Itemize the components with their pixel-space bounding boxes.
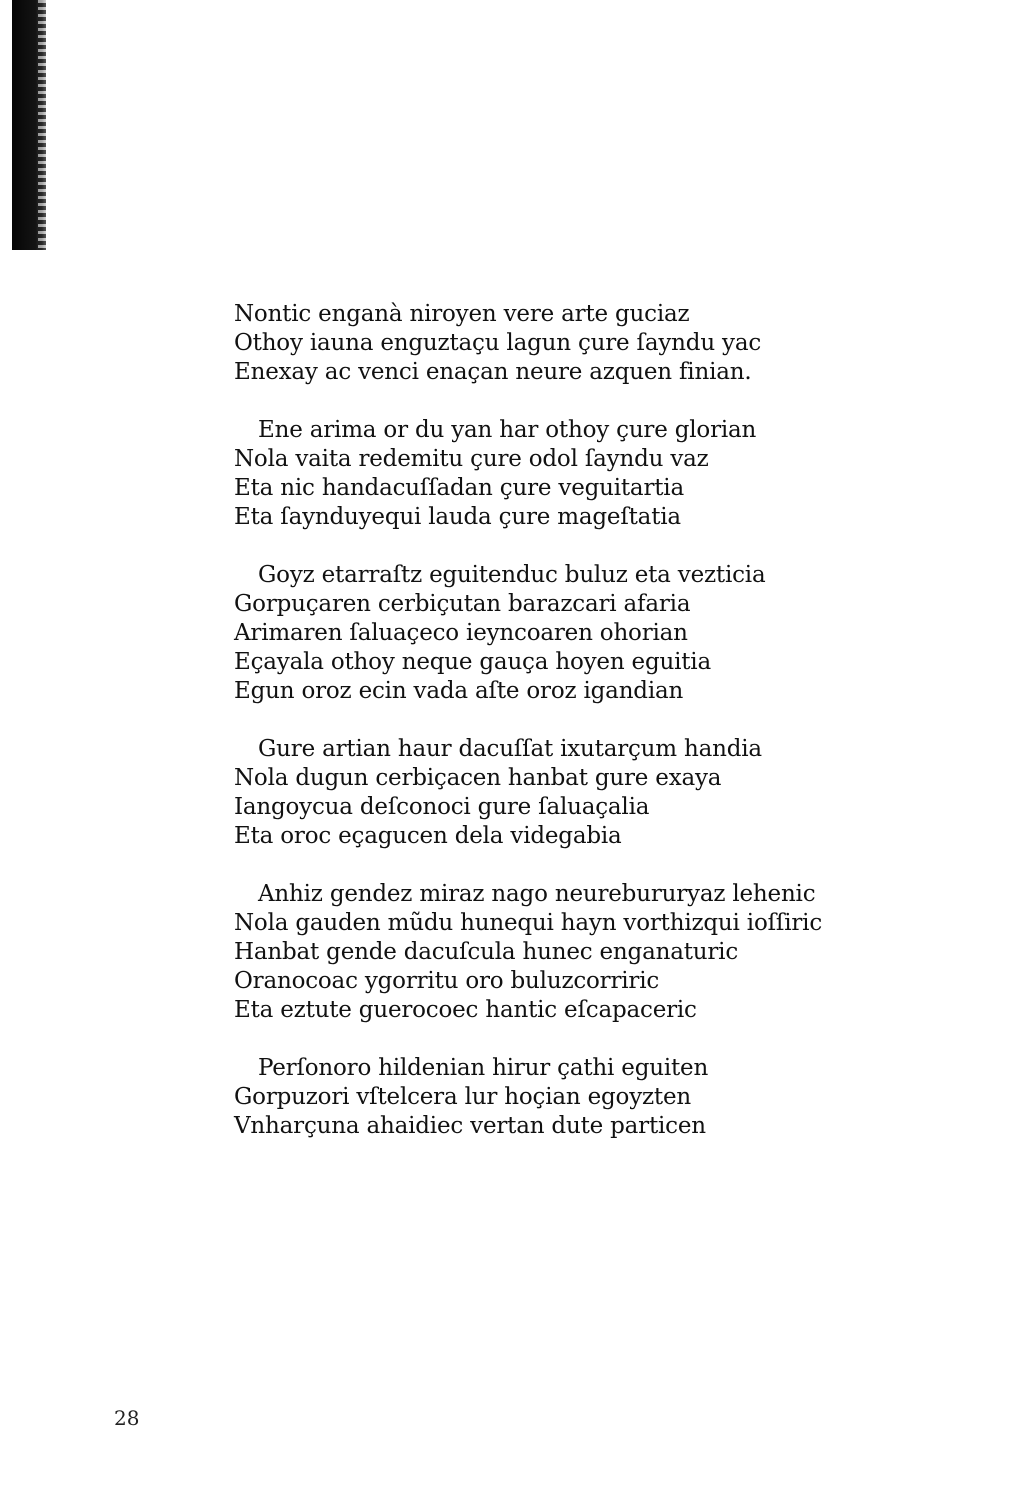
poem-line: Vnharçuna ahaidiec vertan dute particen <box>234 1113 706 1139</box>
poem-line: Nola dugun cerbiçacen hanbat gure exaya <box>234 765 722 791</box>
poem-line: Nola gauden mũdu hunequi hayn vorthizqui ioſſiric <box>234 910 823 936</box>
stanza-1 <box>234 300 834 387</box>
poem-line: Egun oroz ecin vada aſte oroz igandian <box>234 678 684 704</box>
poem-line: Arimaren ſaluaçeco ieyncoaren ohorian <box>234 620 688 646</box>
poem-line: Anhiz gendez miraz nago neurebururyaz lehenic <box>258 881 816 907</box>
poem-line: Gorpuçaren cerbiçutan barazcari afaria <box>234 591 691 617</box>
poem-text <box>234 300 834 1170</box>
poem-line: Iangoycua deſconoci gure ſaluaçalia <box>234 794 650 820</box>
stanza-4 <box>234 735 834 851</box>
stanza-3 <box>234 561 834 706</box>
poem-line: Enexay ac venci enaçan neure azquen finian. <box>234 359 752 385</box>
poem-line: Eta nic handacuſſadan çure veguitartia <box>234 475 684 501</box>
page-number: 28 <box>114 1406 140 1430</box>
poem-line: Eçayala othoy neque gauça hoyen eguitia <box>234 649 711 675</box>
poem-line: Othoy iauna enguztaçu lagun çure ſayndu yac <box>234 330 762 356</box>
poem-line: Hanbat gende dacuſcula hunec enganaturic <box>234 939 738 965</box>
poem-line: Eta eztute guerocoec hantic eſcapaceric <box>234 997 697 1023</box>
stanza-2 <box>234 416 834 532</box>
poem-line: Goyz etarraſtz eguitenduc buluz eta vezticia <box>258 562 766 588</box>
stanza-6 <box>234 1054 834 1141</box>
poem-line: Eta ſaynduyequi lauda çure mageſtatia <box>234 504 681 530</box>
scan-edge-shadow <box>12 0 46 250</box>
poem-line: Nontic enganà niroyen vere arte guciaz <box>234 301 690 327</box>
poem-line: Nola vaita redemitu çure odol ſayndu vaz <box>234 446 709 472</box>
poem-line: Gure artian haur dacuſſat ixutarçum handia <box>258 736 762 762</box>
stanza-5 <box>234 880 834 1025</box>
poem-line: Ene arima or du yan har othoy çure glorian <box>258 417 757 443</box>
poem-line: Oranocoac ygorritu oro buluzcorriric <box>234 968 660 994</box>
poem-line: Perſonoro hildenian hirur çathi eguiten <box>258 1055 709 1081</box>
poem-line: Gorpuzori vſtelcera lur hoçian egoyzten <box>234 1084 691 1110</box>
poem-line: Eta oroc eçagucen dela videgabia <box>234 823 622 849</box>
